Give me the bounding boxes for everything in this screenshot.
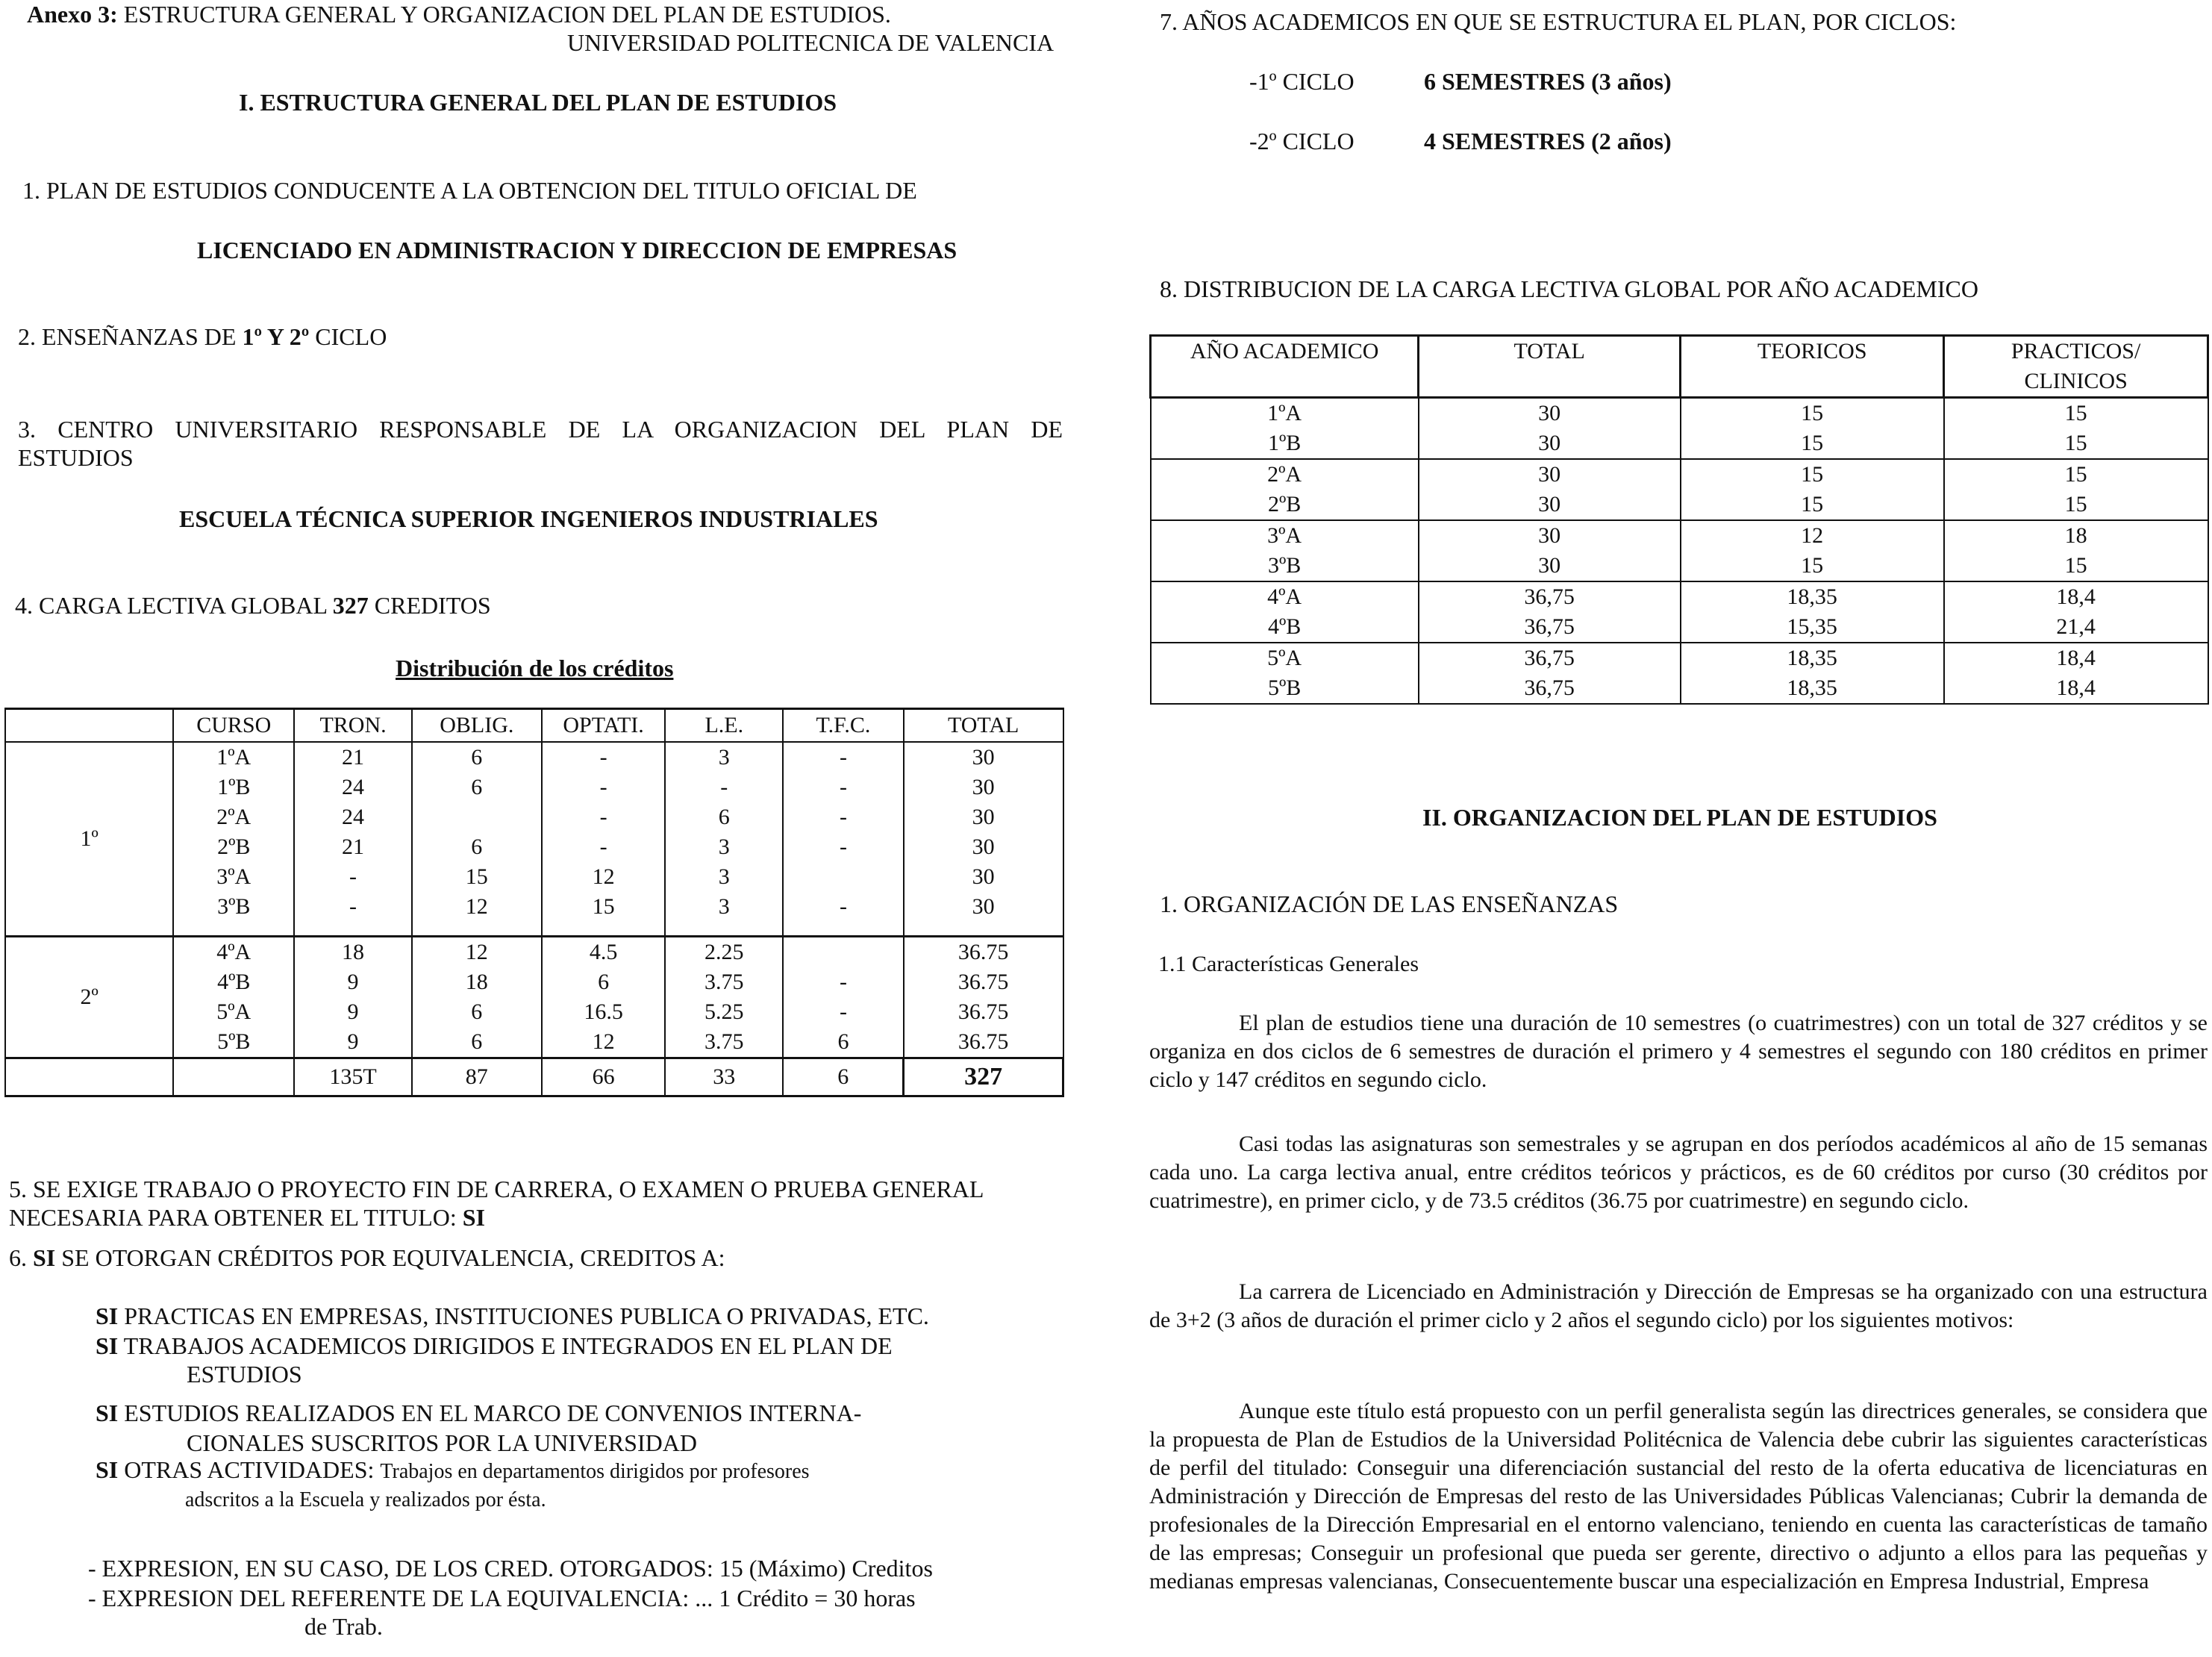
- column-header: PRACTICOS/ CLINICOS: [1944, 336, 2208, 398]
- table-cell: 9: [294, 1027, 412, 1058]
- load-value: 18,4: [2056, 584, 2096, 609]
- load-cell: [1944, 643, 2208, 704]
- load-value: 30: [1538, 462, 1561, 487]
- table-cell: [412, 802, 542, 832]
- subsection-caracteristicas: 1.1 Características Generales: [1158, 952, 1419, 976]
- paragraph-semesters: Casi todas las asignaturas son semestrales y se agrupan en dos períodos académicos al año de 15 semanas cada uno. La carga lectiva anual, entre créditos teóricos y prácticos, es de 60 créditos por curso (30 créditos por cuatrimestre), en primer ciclo, y de 73.5 créditos (36.75 por cuatrimestre) en segundo ciclo.: [1149, 1132, 2208, 1213]
- load-value: 36,75: [1524, 584, 1575, 609]
- table-cell: 6: [412, 997, 542, 1027]
- equiv-text: PRACTICAS EN EMPRESAS, INSTITUCIONES PUBLICA O PRIVADAS, ETC.: [124, 1302, 929, 1329]
- table-cell: 3: [665, 832, 783, 862]
- annex-label: Anexo 3:: [27, 1, 118, 28]
- table-cell: 3ºB: [173, 892, 294, 922]
- table-row: [5, 742, 1063, 773]
- table-cell: 6: [665, 802, 783, 832]
- table-cell: 30: [904, 773, 1063, 802]
- load-cell: [1151, 398, 1419, 460]
- table-cell: 2ºA: [173, 802, 294, 832]
- table-cell: 36.75: [904, 1027, 1063, 1058]
- table-cell: 3: [665, 742, 783, 773]
- item4-text: [15, 591, 491, 620]
- table-cell: 15: [542, 892, 666, 922]
- load-value: 18,35: [1787, 675, 1837, 700]
- load-value: 15,35: [1787, 614, 1837, 639]
- load-value: 21,4: [2056, 614, 2096, 639]
- empty-cell: [783, 922, 904, 937]
- load-cell: [1419, 643, 1681, 704]
- degree-title: LICENCIADO EN ADMINISTRACION Y DIRECCION DE EMPRESAS: [197, 237, 957, 263]
- load-value: 15: [2064, 401, 2087, 425]
- column-header: OBLIG.: [412, 709, 542, 743]
- cycle2-value: 4 SEMESTRES (2 años): [1424, 128, 1672, 155]
- column-header: OPTATI.: [542, 709, 666, 743]
- load-value: 4ºA: [1267, 584, 1302, 609]
- table-cell: 6: [412, 742, 542, 773]
- table-cell: 24: [294, 773, 412, 802]
- item4-prefix: 4. CARGA LECTIVA GLOBAL: [15, 592, 333, 619]
- table-cell: 9: [294, 997, 412, 1027]
- load-value: 1ºA: [1267, 401, 1302, 425]
- table-cell: 9: [294, 967, 412, 997]
- load-value: 30: [1538, 492, 1561, 517]
- table-cell: 6: [783, 1027, 904, 1058]
- equiv-item-convenios-cont: CIONALES SUSCRITOS POR LA UNIVERSIDAD: [187, 1429, 697, 1456]
- table-cell: 3ºA: [173, 862, 294, 892]
- column-header: CURSO: [173, 709, 294, 743]
- column-header: L.E.: [665, 709, 783, 743]
- load-value: 1ºB: [1267, 431, 1302, 455]
- load-cell: [1151, 643, 1419, 704]
- load-value: 15: [1801, 492, 1824, 517]
- total-cell: [173, 1058, 294, 1096]
- total-cell: 66: [542, 1058, 666, 1096]
- load-value: 30: [1538, 431, 1561, 455]
- empty-cell: [412, 922, 542, 937]
- table-cell: 4ºA: [173, 937, 294, 968]
- column-header: [5, 709, 173, 743]
- table-cell: 24: [294, 802, 412, 832]
- table-cell: -: [294, 862, 412, 892]
- load-value: 18,35: [1787, 646, 1837, 670]
- expression-reference: - EXPRESION DEL REFERENTE DE LA EQUIVALENCIA: ... 1 Crédito = 30 horas: [88, 1585, 916, 1611]
- load-row-group: [1151, 643, 2208, 704]
- section2-title: II. ORGANIZACION DEL PLAN DE ESTUDIOS: [1422, 804, 1937, 831]
- table-cell: 3: [665, 892, 783, 922]
- equiv-si: SI: [96, 1456, 119, 1483]
- table-cell: 2ºB: [173, 832, 294, 862]
- subsection-organizacion: 1. ORGANIZACIÓN DE LAS ENSEÑANZAS: [1160, 890, 1619, 917]
- total-cell: 87: [412, 1058, 542, 1096]
- table-cell: 2.25: [665, 937, 783, 968]
- table-cell: 1ºB: [173, 773, 294, 802]
- load-value: 15: [1801, 431, 1824, 455]
- school-name: ESCUELA TÉCNICA SUPERIOR INGENIEROS INDUSTRIALES: [179, 505, 878, 532]
- table-cell: 12: [542, 862, 666, 892]
- load-value: 30: [1538, 401, 1561, 425]
- load-value: 36,75: [1524, 614, 1575, 639]
- equiv-item-practicas: [96, 1302, 929, 1330]
- paragraph-profile: Aunque este título está propuesto con un perfil generalista según las directrices generales, se considera que la propuesta de Plan de Estudios de la Universidad Politécnica de Valencia debe cubrir las siguientes características de perfil del titulado: Conseguir una diferenciación sustancial del resto de la oferta educativa de licenciaturas en Administración y Dirección de Empresas del resto de las Universidades Públicas Valencianas; Cubrir la demanda de profesionales de la Dirección Empresarial en el entorno valenciano, teniendo en cuenta las características de tamaño de las empresas; Conseguir un profesional que pueda ser gerente, directivo o adjunto a ellos para las pequeñas y medianas empresas valencianas, Consecuentemente buscar una especialización en Empresa Industrial, Empresa: [1149, 1399, 2208, 1594]
- equiv-si: SI: [96, 1302, 119, 1329]
- load-cell: [1944, 520, 2208, 581]
- load-value: 2ºB: [1267, 492, 1302, 517]
- cycle-label: 1º: [5, 742, 173, 937]
- equiv-item-otras: [96, 1455, 810, 1486]
- table-cell: 30: [904, 892, 1063, 922]
- table-cell: 6: [542, 967, 666, 997]
- load-row-group: [1151, 398, 2208, 460]
- total-cell: 33: [665, 1058, 783, 1096]
- equiv-item-trabajos: [96, 1332, 893, 1360]
- annex-heading: [27, 0, 891, 28]
- load-cell: [1944, 459, 2208, 520]
- equiv-si: SI: [96, 1332, 119, 1359]
- load-value: 5ºB: [1267, 675, 1302, 700]
- item4-credits: 327: [332, 592, 369, 619]
- equiv-text: ESTUDIOS REALIZADOS EN EL MARCO DE CONVENIOS INTERNA-: [124, 1399, 862, 1426]
- item6-si: SI: [33, 1244, 56, 1271]
- table-cell: 18: [294, 937, 412, 968]
- load-cell: [1681, 398, 1944, 460]
- equiv-detail: Trabajos en departamentos dirigidos por profesores: [380, 1460, 810, 1483]
- table-cell: -: [665, 773, 783, 802]
- load-cell: [1681, 581, 1944, 643]
- table-cell: 6: [412, 832, 542, 862]
- table-cell: 1ºA: [173, 742, 294, 773]
- item2-suffix: CICLO: [309, 323, 387, 350]
- load-value: 2ºA: [1267, 462, 1302, 487]
- table-cell: 18: [412, 967, 542, 997]
- table-cell: 36.75: [904, 937, 1063, 968]
- equiv-text: TRABAJOS ACADEMICOS DIRIGIDOS E INTEGRADOS EN EL PLAN DE: [123, 1332, 893, 1359]
- item6-prefix: 6.: [9, 1244, 27, 1271]
- table-cell: 15: [412, 862, 542, 892]
- load-value: 36,75: [1524, 646, 1575, 670]
- empty-cell: [294, 922, 412, 937]
- table-cell: -: [542, 832, 666, 862]
- cycle1-value: 6 SEMESTRES (3 años): [1424, 68, 1672, 95]
- table-cell: -: [294, 892, 412, 922]
- load-value: 36,75: [1524, 675, 1575, 700]
- load-cell: [1419, 398, 1681, 460]
- load-value: 18,4: [2056, 675, 2096, 700]
- table-cell: 30: [904, 742, 1063, 773]
- section1-title: I. ESTRUCTURA GENERAL DEL PLAN DE ESTUDIOS: [239, 89, 837, 116]
- load-row-group: [1151, 459, 2208, 520]
- load-value: 3ºA: [1267, 523, 1302, 548]
- table-cell: -: [542, 773, 666, 802]
- load-cell: [1944, 398, 2208, 460]
- item5-question: 5. SE EXIGE TRABAJO O PROYECTO FIN DE CARRERA, O EXAMEN O PRUEBA GENERAL NECESARIA PARA OBTENER EL TITULO:: [9, 1176, 984, 1231]
- load-cell: [1151, 581, 1419, 643]
- load-value: 5ºA: [1267, 646, 1302, 670]
- load-value: 15: [1801, 401, 1824, 425]
- empty-cell: [665, 922, 783, 937]
- expression-reference-cont: de Trab.: [304, 1613, 383, 1640]
- load-cell: [1419, 459, 1681, 520]
- load-cell: [1681, 459, 1944, 520]
- table-cell: 16.5: [542, 997, 666, 1027]
- item5-answer: SI: [462, 1204, 485, 1231]
- load-value: 3ºB: [1267, 553, 1302, 578]
- load-cell: [1151, 459, 1419, 520]
- table-cell: 12: [542, 1027, 666, 1058]
- item4-suffix: CREDITOS: [368, 592, 491, 619]
- table-cell: 4.5: [542, 937, 666, 968]
- item8-text: 8. DISTRIBUCION DE LA CARGA LECTIVA GLOBAL POR AÑO ACADEMICO: [1160, 275, 1978, 302]
- total-cell: [5, 1058, 173, 1096]
- load-value: 18,4: [2056, 646, 2096, 670]
- table-cell: -: [783, 967, 904, 997]
- equiv-item-trabajos-cont: ESTUDIOS: [187, 1361, 302, 1388]
- empty-cell: [173, 922, 294, 937]
- table-cell: 6: [412, 773, 542, 802]
- table-header-row: [5, 709, 1063, 743]
- table-cell: 36.75: [904, 967, 1063, 997]
- column-header: TOTAL: [1419, 336, 1681, 398]
- load-value: 18: [2064, 523, 2087, 548]
- table-cell: 21: [294, 832, 412, 862]
- total-cell: 6: [783, 1058, 904, 1096]
- cycle-label: 2º: [5, 937, 173, 1058]
- table-cell: 3.75: [665, 1027, 783, 1058]
- load-row-group: [1151, 520, 2208, 581]
- equiv-item-convenios: [96, 1399, 861, 1427]
- item3-text: 3. CENTRO UNIVERSITARIO RESPONSABLE DE LA ORGANIZACION DEL PLAN DE ESTUDIOS: [18, 416, 1063, 471]
- table-row: [5, 937, 1063, 968]
- expression-credits: - EXPRESION, EN SU CASO, DE LOS CRED. OTORGADOS: 15 (Máximo) Creditos: [88, 1555, 933, 1582]
- load-value: 15: [2064, 492, 2087, 517]
- load-value: 18,35: [1787, 584, 1837, 609]
- table-cell: 6: [412, 1027, 542, 1058]
- load-cell: [1944, 581, 2208, 643]
- load-value: 15: [1801, 553, 1824, 578]
- item1-text: 1. PLAN DE ESTUDIOS CONDUCENTE A LA OBTENCION DEL TITULO OFICIAL DE: [22, 177, 917, 204]
- table-cell: 36.75: [904, 997, 1063, 1027]
- load-header-row: [1151, 336, 2208, 398]
- table-cell: 5.25: [665, 997, 783, 1027]
- table-cell: [783, 862, 904, 892]
- item5-text: [9, 1175, 1061, 1232]
- table-cell: -: [783, 892, 904, 922]
- load-value: 4ºB: [1267, 614, 1302, 639]
- table-cell: 21: [294, 742, 412, 773]
- table-cell: 3.75: [665, 967, 783, 997]
- column-header: TEORICOS: [1681, 336, 1944, 398]
- item2-prefix: 2. ENSEÑANZAS DE: [18, 323, 243, 350]
- equiv-item-otras-cont: adscritos a la Escuela y realizados por ésta.: [185, 1488, 546, 1511]
- cycle2-label: -2º CICLO: [1249, 128, 1355, 155]
- table-cell: 4ºB: [173, 967, 294, 997]
- load-value: 12: [1801, 523, 1824, 548]
- university-name: UNIVERSIDAD POLITECNICA DE VALENCIA: [567, 29, 1055, 56]
- table-cell: -: [783, 832, 904, 862]
- column-header: TRON.: [294, 709, 412, 743]
- table-cell: 12: [412, 892, 542, 922]
- totals-row: [5, 1058, 1063, 1096]
- table-cell: 5ºB: [173, 1027, 294, 1058]
- grand-total: 327: [904, 1058, 1063, 1096]
- total-cell: 135T: [294, 1058, 412, 1096]
- load-value: 30: [1538, 553, 1561, 578]
- item2-text: [18, 322, 387, 351]
- item7-text: 7. AÑOS ACADEMICOS EN QUE SE ESTRUCTURA EL PLAN, POR CICLOS:: [1160, 8, 1957, 35]
- annex-title: ESTRUCTURA GENERAL Y ORGANIZACION DEL PLAN DE ESTUDIOS.: [123, 1, 891, 28]
- table-cell: -: [542, 802, 666, 832]
- cycle1-label: -1º CICLO: [1249, 68, 1355, 95]
- table-cell: -: [783, 742, 904, 773]
- table-cell: 3: [665, 862, 783, 892]
- column-header: T.F.C.: [783, 709, 904, 743]
- credit-distribution-table: [4, 708, 1064, 1097]
- table-cell: 12: [412, 937, 542, 968]
- item6-text: [9, 1243, 725, 1272]
- table-cell: [783, 937, 904, 968]
- load-row-group: [1151, 581, 2208, 643]
- empty-cell: [542, 922, 666, 937]
- load-value: 15: [2064, 462, 2087, 487]
- column-header: TOTAL: [904, 709, 1063, 743]
- load-value: 30: [1538, 523, 1561, 548]
- load-cell: [1151, 520, 1419, 581]
- table-cell: -: [783, 802, 904, 832]
- load-value: 15: [1801, 462, 1824, 487]
- load-value: 15: [2064, 431, 2087, 455]
- paragraph-structure: La carrera de Licenciado en Administración y Dirección de Empresas se ha organizado con una estructura de 3+2 (3 años de duración el primer ciclo y 2 años el segundo ciclo) por los siguientes motivos:: [1149, 1279, 2208, 1332]
- load-cell: [1419, 520, 1681, 581]
- equiv-text: OTRAS ACTIVIDADES:: [124, 1456, 375, 1483]
- load-cell: [1681, 520, 1944, 581]
- table-cell: -: [542, 742, 666, 773]
- column-header: AÑO ACADEMICO: [1151, 336, 1419, 398]
- table-cell: -: [783, 773, 904, 802]
- table-cell: 30: [904, 832, 1063, 862]
- item2-bold: 1º Y 2º: [242, 323, 310, 350]
- load-cell: [1419, 581, 1681, 643]
- distribution-title: Distribución de los créditos: [396, 655, 674, 681]
- empty-cell: [904, 922, 1063, 937]
- table-cell: 30: [904, 862, 1063, 892]
- item6-label: SE OTORGAN CRÉDITOS POR EQUIVALENCIA, CREDITOS A:: [61, 1244, 725, 1271]
- table-cell: -: [783, 997, 904, 1027]
- equiv-si: SI: [96, 1399, 119, 1426]
- table-cell: 5ºA: [173, 997, 294, 1027]
- table-cell: 30: [904, 802, 1063, 832]
- paragraph-duration: El plan de estudios tiene una duración de 10 semestres (o cuatrimestres) con un total de 327 créditos y se organiza en dos ciclos de 6 semestres de duración el primero y 4 semestres el segundo con 180 créditos en primer ciclo y 147 créditos en segundo ciclo.: [1149, 1011, 2208, 1092]
- load-value: 15: [2064, 553, 2087, 578]
- load-cell: [1681, 643, 1944, 704]
- academic-load-table: [1149, 334, 2209, 705]
